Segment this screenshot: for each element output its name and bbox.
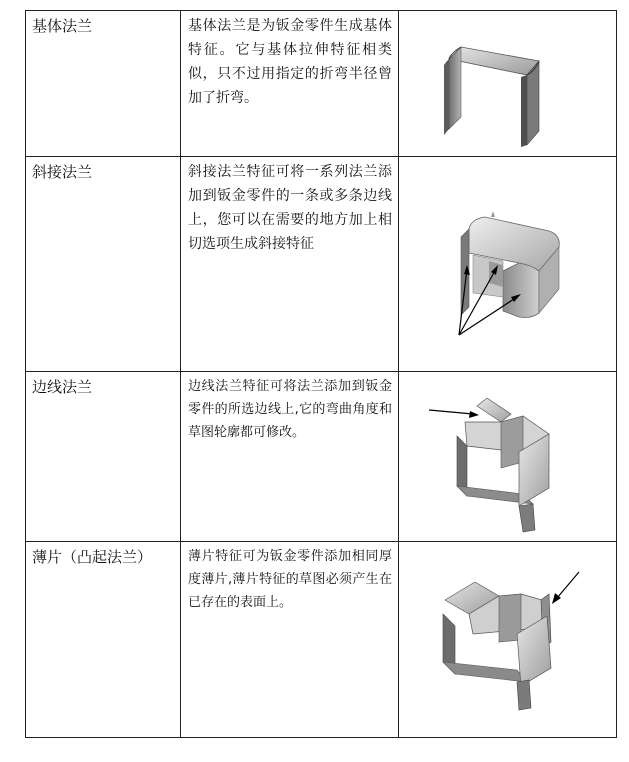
edge-flange-illustration	[399, 372, 617, 542]
feature-name: 斜接法兰	[32, 163, 93, 181]
feature-description: 边线法兰特征可将法兰添加到钣金零件的所选边线上,它的弯曲角度和草图轮廓都可修改。	[188, 379, 392, 440]
arrow-line	[557, 572, 579, 598]
arrow-head-icon	[469, 411, 479, 418]
feature-name: 边线法兰	[32, 378, 93, 396]
feature-name-cell	[26, 157, 181, 372]
feature-description: 斜接法兰特征可将一系列法兰添加到钣金零件的一条或多条边线上，您可以在需要的地方加上相切选项生成斜接特征	[188, 164, 392, 252]
sheet-metal-feature-table	[25, 10, 617, 738]
feature-image-cell	[399, 11, 617, 157]
feature-description: 薄片特征可为钣金零件添加相同厚度薄片,薄片特征的草图必须产生在已存在的表面上。	[188, 549, 392, 610]
table-row	[26, 542, 617, 738]
feature-name: 基体法兰	[32, 17, 93, 35]
table-row	[26, 157, 617, 372]
feature-description-cell	[181, 11, 399, 157]
arrow-line	[429, 410, 473, 414]
feature-name-cell	[26, 372, 181, 542]
feature-description-cell	[181, 542, 399, 738]
feature-image-cell	[399, 542, 617, 738]
feature-name: 薄片（凸起法兰）	[32, 548, 153, 566]
miter-flange-illustration	[399, 157, 617, 372]
table-row	[26, 372, 617, 542]
feature-image-cell	[399, 157, 617, 372]
table-row	[26, 11, 617, 157]
base-flange-illustration	[399, 11, 617, 157]
feature-image-cell	[399, 372, 617, 542]
feature-name-cell	[26, 542, 181, 738]
feature-description-cell	[181, 157, 399, 372]
feature-description: 基体法兰是为钣金零件生成基体特征。它与基体拉伸特征相类似，只不过用指定的折弯半径曾加了折弯。	[188, 18, 392, 106]
feature-description-cell	[181, 372, 399, 542]
feature-name-cell	[26, 11, 181, 157]
tab-feature-illustration	[399, 542, 617, 738]
